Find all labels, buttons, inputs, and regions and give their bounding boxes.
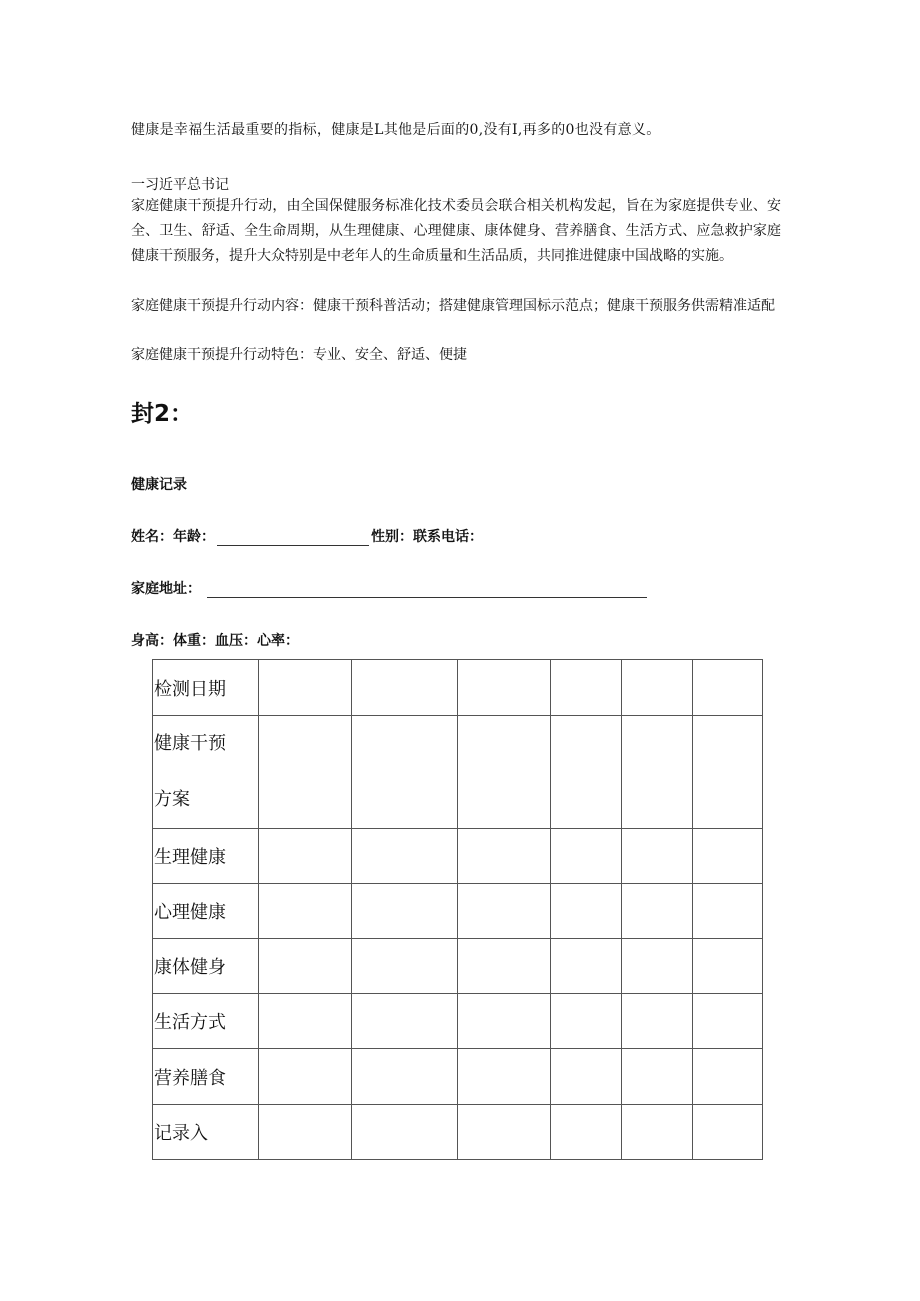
table-cell[interactable]: [622, 1105, 693, 1160]
address-row: [131, 578, 649, 598]
action-features-line: 家庭健康干预提升行动特色：专业、安全、舒适、便捷: [131, 347, 467, 363]
heart-rate-label: 心率：: [257, 633, 299, 649]
table-row: [153, 939, 763, 994]
table-cell[interactable]: [352, 1105, 458, 1160]
table-cell[interactable]: [693, 660, 763, 716]
body-metrics-row: [131, 630, 299, 650]
table-cell[interactable]: [551, 829, 622, 884]
table-cell[interactable]: [693, 1049, 763, 1105]
table-cell[interactable]: [693, 1105, 763, 1160]
table-cell[interactable]: [458, 716, 551, 829]
table-cell[interactable]: [352, 884, 458, 939]
table-cell[interactable]: [622, 939, 693, 994]
leader-quote: 健康是幸福生活最重要的指标，健康是L其他是后面的0,没有I,再多的0也没有意义。: [131, 122, 661, 138]
table-cell[interactable]: [352, 829, 458, 884]
table-cell[interactable]: [693, 716, 763, 829]
table-cell[interactable]: [622, 884, 693, 939]
table-cell[interactable]: [259, 884, 352, 939]
intro-paragraph: 家庭健康干预提升行动，由全国保健服务标准化技术委员会联合相关机构发起，旨在为家庭提供专业、安全、卫生、舒适、全生命周期，从生理健康、心理健康、康体健身、营养膳食、生活方式、应急救护家庭健康干预服务，提升大众特别是中老年人的生命质量和生活品质，共同推进健康中国战略的实施。: [131, 198, 781, 264]
row-label-recorder: 记录入: [153, 1105, 259, 1160]
table-cell[interactable]: [551, 660, 622, 716]
table-cell[interactable]: [693, 939, 763, 994]
table-cell[interactable]: [458, 1049, 551, 1105]
table-cell[interactable]: [551, 1105, 622, 1160]
address-label: 家庭地址：: [131, 581, 201, 597]
action-content-line: 家庭健康干预提升行动内容：健康干预科普活动；搭建健康管理国标示范点；健康干预服务供需精准适配: [131, 298, 775, 314]
age-blank-line[interactable]: [217, 531, 369, 546]
table-cell[interactable]: [458, 829, 551, 884]
row-label-nutrition: 营养膳食: [153, 1049, 259, 1105]
table-cell[interactable]: [622, 829, 693, 884]
table-cell[interactable]: [352, 660, 458, 716]
table-cell[interactable]: [551, 884, 622, 939]
table-cell[interactable]: [259, 939, 352, 994]
phone-label: 联系电话：: [413, 529, 483, 545]
table-cell[interactable]: [352, 1049, 458, 1105]
table-cell[interactable]: [693, 829, 763, 884]
table-cell[interactable]: [551, 716, 622, 829]
height-label: 身高：: [131, 633, 173, 649]
name-age-gender-row: [131, 526, 483, 546]
address-blank-line[interactable]: [207, 583, 647, 598]
table-cell[interactable]: [352, 994, 458, 1049]
table-row: [153, 1105, 763, 1160]
table-cell[interactable]: [458, 660, 551, 716]
table-cell[interactable]: [551, 1049, 622, 1105]
row-label-intervention-plan: [153, 716, 259, 829]
table-cell[interactable]: [693, 994, 763, 1049]
table-cell[interactable]: [622, 660, 693, 716]
table-row: [153, 994, 763, 1049]
table-row: [153, 884, 763, 939]
table-cell[interactable]: [259, 716, 352, 829]
table-row: [153, 716, 763, 829]
table-row: [153, 829, 763, 884]
table-cell[interactable]: [259, 829, 352, 884]
row-label-fitness: 康体健身: [153, 939, 259, 994]
table-cell[interactable]: [622, 716, 693, 829]
row-label-intervention-plan-line1: 健康干预: [154, 733, 226, 754]
weight-label: 体重：: [173, 633, 215, 649]
table-cell[interactable]: [622, 1049, 693, 1105]
table-cell[interactable]: [622, 994, 693, 1049]
table-cell[interactable]: [259, 1105, 352, 1160]
health-record-title: 健康记录: [131, 477, 187, 493]
table-cell[interactable]: [551, 994, 622, 1049]
table-cell[interactable]: [352, 939, 458, 994]
table-cell[interactable]: [458, 994, 551, 1049]
table-row: [153, 1049, 763, 1105]
row-label-physical-health: 生理健康: [153, 829, 259, 884]
table-cell[interactable]: [352, 716, 458, 829]
row-label-mental-health: 心理健康: [153, 884, 259, 939]
table-cell[interactable]: [259, 1049, 352, 1105]
table-cell[interactable]: [458, 1105, 551, 1160]
table-cell[interactable]: [693, 884, 763, 939]
cover2-heading: 封2：: [131, 401, 194, 427]
table-cell[interactable]: [458, 939, 551, 994]
age-label: 年龄：: [173, 529, 215, 545]
name-label: 姓名：: [131, 529, 173, 545]
table-cell[interactable]: [259, 994, 352, 1049]
table-cell[interactable]: [458, 884, 551, 939]
table-row: [153, 660, 763, 716]
blood-pressure-label: 血压：: [215, 633, 257, 649]
table-cell[interactable]: [551, 939, 622, 994]
row-label-lifestyle: 生活方式: [153, 994, 259, 1049]
row-label-check-date: 检测日期: [153, 660, 259, 716]
gender-label: 性别：: [371, 529, 413, 545]
row-label-intervention-plan-line2: 方案: [154, 789, 190, 810]
table-cell[interactable]: [259, 660, 352, 716]
quote-attribution: 一习近平总书记: [131, 177, 229, 193]
health-record-table: [152, 659, 763, 1160]
